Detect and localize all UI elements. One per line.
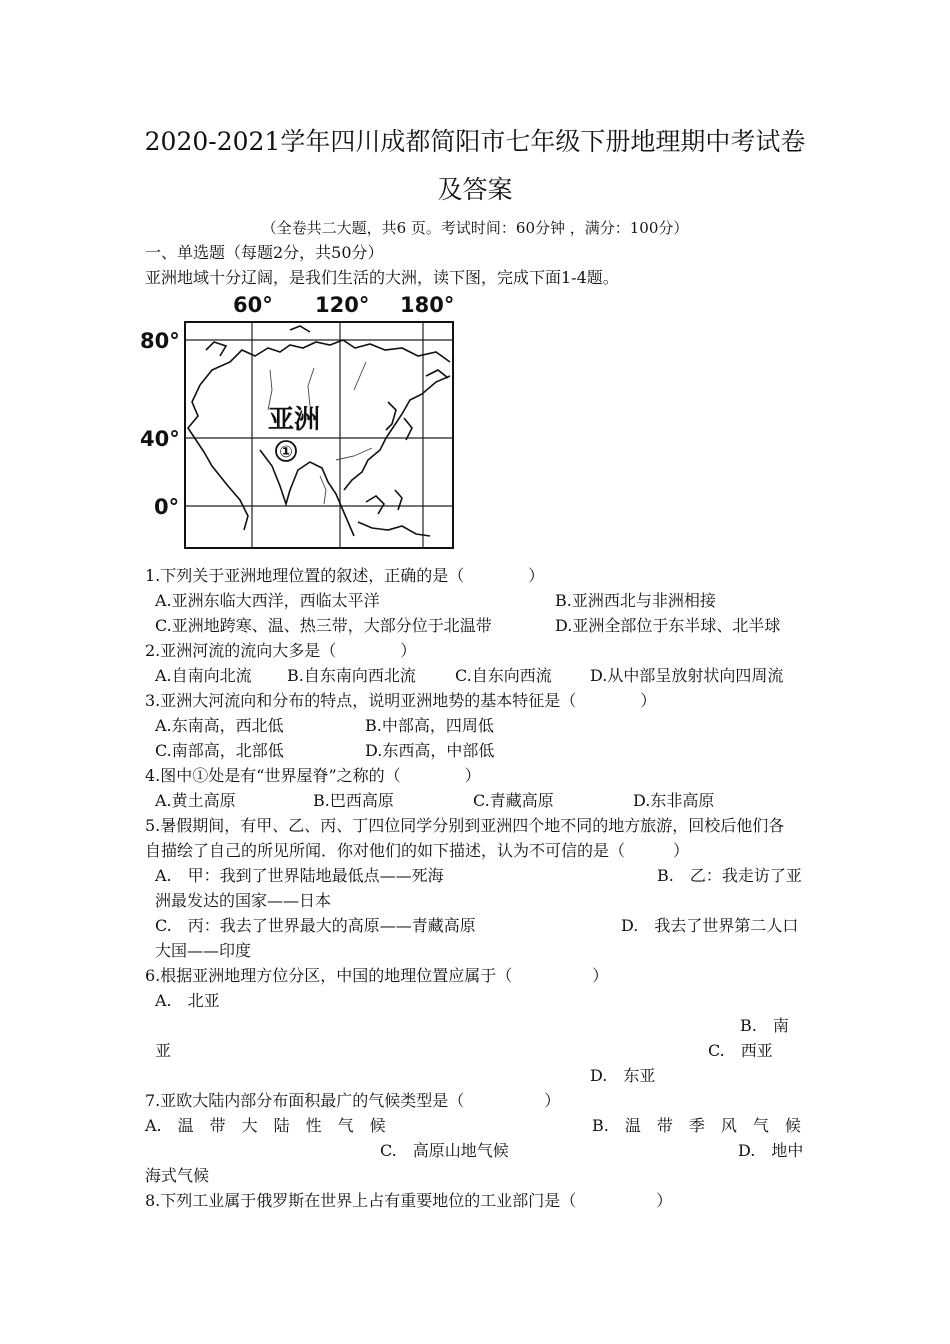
q3-stem: 3.亚洲大河流向和分布的特点，说明亚洲地势的基本特征是（ ）	[145, 691, 657, 710]
q3-option-d: D.东西高，中部低	[365, 741, 495, 760]
q7-option-d-cont: 海式气候	[145, 1166, 210, 1185]
title-line2: 及答案	[437, 175, 513, 204]
subtitle: （全卷共二大题，共6 页。考试时间：60分钟 ，满分：100分）	[261, 219, 689, 237]
q2-option-c: C.自东向西流	[455, 666, 552, 685]
lon-label-120: 120°	[315, 293, 370, 317]
q6-option-b-cont: 亚	[155, 1041, 172, 1060]
q5-stem-line1: 5.暑假期间，有甲、乙、丙、丁四位同学分别到亚洲四个地不同的地方旅游，回校后他们各	[145, 816, 785, 835]
asia-map-figure	[140, 290, 470, 560]
q5-stem-line2: 自描绘了自己的所见所闻．你对他们的如下描述，认为不可信的是（ ）	[145, 841, 690, 860]
q3-option-c: C.南部高，北部低	[155, 741, 284, 760]
q3-option-b: B.中部高，四周低	[365, 716, 494, 735]
q5-option-b-cont: 洲最发达的国家——日本	[155, 891, 332, 910]
q5-option-d-cont: 大国——印度	[155, 941, 252, 960]
q2-option-a: A.自南向北流	[155, 666, 252, 685]
lon-label-60: 60°	[233, 293, 273, 317]
q4-option-d: D.东非高原	[633, 791, 715, 810]
lon-label-180: 180°	[400, 293, 455, 317]
lat-label-40: 40°	[140, 427, 180, 451]
q4-option-b: B.巴西高原	[313, 791, 394, 810]
continent-label: 亚洲	[268, 405, 321, 435]
q5-option-c: C. 丙：我去了世界最大的高原——青藏高原	[155, 916, 476, 935]
q6-option-b: B. 南	[740, 1016, 789, 1035]
q5-option-b: B. 乙：我走访了亚	[657, 866, 802, 885]
q7-stem: 7.亚欧大陆内部分布面积最广的气候类型是（ ）	[145, 1091, 561, 1110]
q4-option-a: A.黄土高原	[155, 791, 236, 810]
q5-option-d: D. 我去了世界第二人口	[621, 916, 799, 935]
lat-label-80: 80°	[140, 329, 180, 353]
q1-option-d: D.亚洲全部位于东半球、北半球	[555, 616, 781, 635]
q6-option-a: A. 北亚	[155, 991, 220, 1010]
q1-option-b: B.亚洲西北与非洲相接	[555, 591, 716, 610]
asia-map	[140, 290, 470, 560]
q2-option-d: D.从中部呈放射状向四周流	[590, 666, 784, 685]
q1-stem: 1.下列关于亚洲地理位置的叙述，正确的是（ ）	[145, 566, 545, 585]
q7-option-b: B. 温 带 季 风 气 候	[592, 1116, 801, 1135]
q2-stem: 2.亚洲河流的流向大多是（ ）	[145, 641, 417, 660]
intro-text: 亚洲地域十分辽阔，是我们生活的大洲，读下图，完成下面1-4题。	[145, 268, 619, 287]
title-line1: 2020-2021学年四川成都简阳市七年级下册地理期中考试卷	[144, 127, 806, 156]
q4-stem: 4.图中①处是有“世界屋脊”之称的（ ）	[145, 766, 481, 785]
q6-option-d: D. 东亚	[590, 1066, 656, 1085]
section-heading: 一、单选题（每题2分，共50分）	[145, 243, 384, 262]
map-graticule	[185, 322, 453, 548]
q2-option-b: B.自东南向西北流	[287, 666, 416, 685]
q4-option-c: C.青藏高原	[473, 791, 554, 810]
q6-option-c: C. 西亚	[708, 1041, 773, 1060]
q7-option-c: C. 高原山地气候	[380, 1141, 509, 1160]
map-frame	[185, 322, 453, 548]
lat-label-0: 0°	[154, 495, 180, 519]
q1-option-a: A.亚洲东临大西洋，西临太平洋	[155, 591, 380, 610]
q5-option-a: A. 甲：我到了世界陆地最低点——死海	[155, 866, 444, 885]
q7-option-d: D. 地中	[738, 1141, 804, 1160]
marker-number: ①	[279, 442, 293, 461]
q8-stem: 8.下列工业属于俄罗斯在世界上占有重要地位的工业部门是（ ）	[145, 1191, 673, 1210]
q7-option-a: A. 温 带 大 陆 性 气 候	[145, 1116, 386, 1135]
q6-stem: 6.根据亚洲地理方位分区，中国的地理位置应属于（ ）	[145, 966, 609, 985]
q1-option-c: C.亚洲地跨寒、温、热三带，大部分位于北温带	[155, 616, 492, 635]
q3-option-a: A.东南高，西北低	[155, 716, 284, 735]
